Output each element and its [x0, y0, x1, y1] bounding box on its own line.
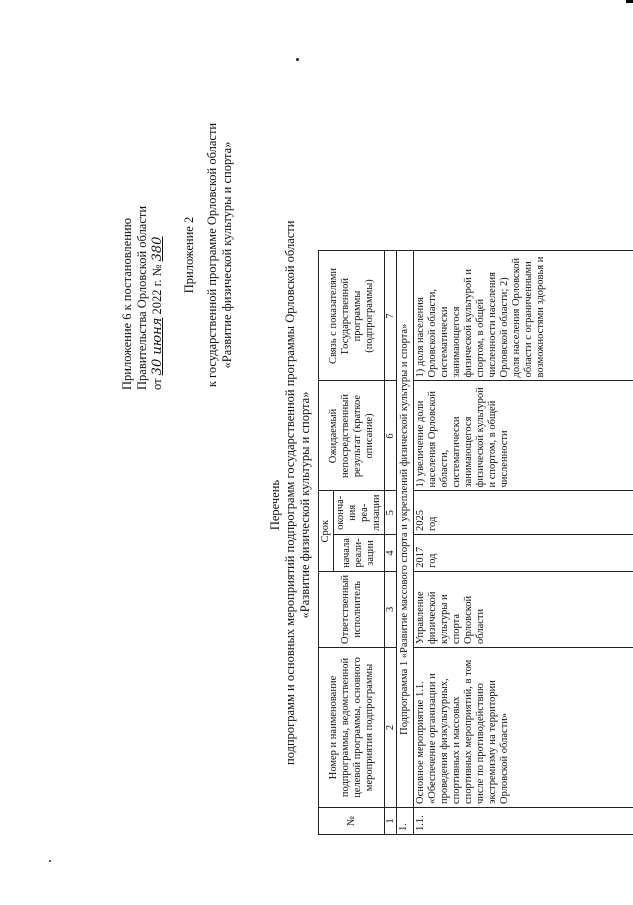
row-number: 1.1.: [414, 808, 633, 835]
header-name: Номер и наименование подпрограммы, ведомственной целевой программы, основного мероприятия подпрограммы: [319, 648, 385, 808]
document-title: [268, 220, 313, 765]
row-relation: 1) доля населения Орловской области, систематически занимающегося физической культурой и спортом, в общей численности населения Орловской области; 2) доля населения Орловской области с ограниченными возможностями здоровья и: [414, 251, 633, 381]
row-expected: 1) увеличение доли населения Орловской области, систематически занимающегося физической культурой и спортом, в общей численности: [414, 381, 633, 491]
header-term-start: начала реали-зации: [334, 535, 385, 572]
column-number-row: [385, 251, 397, 835]
col-number: 7: [385, 251, 397, 381]
handwritten-number-signature: 380: [150, 236, 165, 262]
table-header-row: [319, 251, 334, 835]
appendix6-block: [120, 90, 165, 390]
col-number: 1: [385, 808, 397, 835]
header-responsible: Ответственный исполнитель: [319, 571, 385, 647]
subprogram-number: 1.: [397, 808, 414, 835]
date-suffix: 2022 г. №: [150, 264, 164, 318]
subprogram-title: Подпрограмма 1 «Развитие массового спорта и укреплений физической культуры и спорта»: [397, 251, 414, 808]
appendix2-block: [182, 75, 235, 435]
col-number: 5: [385, 491, 397, 535]
appendix2-line3: «Развитие физической культуры и спорта»: [220, 141, 234, 369]
row-responsible: Управление физической культуры и спорта Орловской области: [414, 571, 633, 647]
title-line3: «Развитие физической культуры и спорта»: [298, 391, 312, 619]
header-term: Срок: [319, 491, 334, 571]
header-expected: Ожидаемый непосредственный результат (краткое описание): [319, 381, 385, 491]
title-line2: подпрограмм и основных мероприятий подпрограмм государственной программы Орловской области: [283, 220, 297, 765]
appendix6-line2: Правительства Орловской области: [135, 205, 149, 390]
header-term-end: оконча-ния реа-лизации: [334, 491, 385, 535]
appendix2-line2: к государственной программе Орловской области: [205, 122, 219, 388]
title-line1: Перечень: [268, 479, 282, 531]
appendix2-line1: Приложение 2: [182, 216, 196, 294]
row-start: 2017 год: [414, 535, 633, 572]
date-prefix: от: [150, 375, 164, 390]
measures-table: [318, 251, 633, 836]
col-number: 3: [385, 571, 397, 647]
table-row: [414, 251, 633, 835]
appendix6-date-line: [150, 90, 165, 390]
col-number: 4: [385, 535, 397, 572]
col-number: 2: [385, 648, 397, 808]
header-relation: Связь с показателями Государственной программы (подпрограммы): [319, 251, 385, 381]
appendix6-line1: Приложение 6 к постановлению: [120, 218, 134, 390]
subprogram-row: [397, 251, 414, 835]
col-number: 6: [385, 381, 397, 491]
handwritten-date-signature: 30 июня: [150, 317, 165, 376]
row-name: Основное мероприятие 1.1. «Обеспечение организации и проведения физкультурных, спортивных и массовых спортивных мероприятий, в том числе по противодействию экстремизму на территории Орловской области»: [414, 648, 633, 808]
header-number: №: [319, 808, 385, 835]
row-end: 2025 год: [414, 491, 633, 535]
